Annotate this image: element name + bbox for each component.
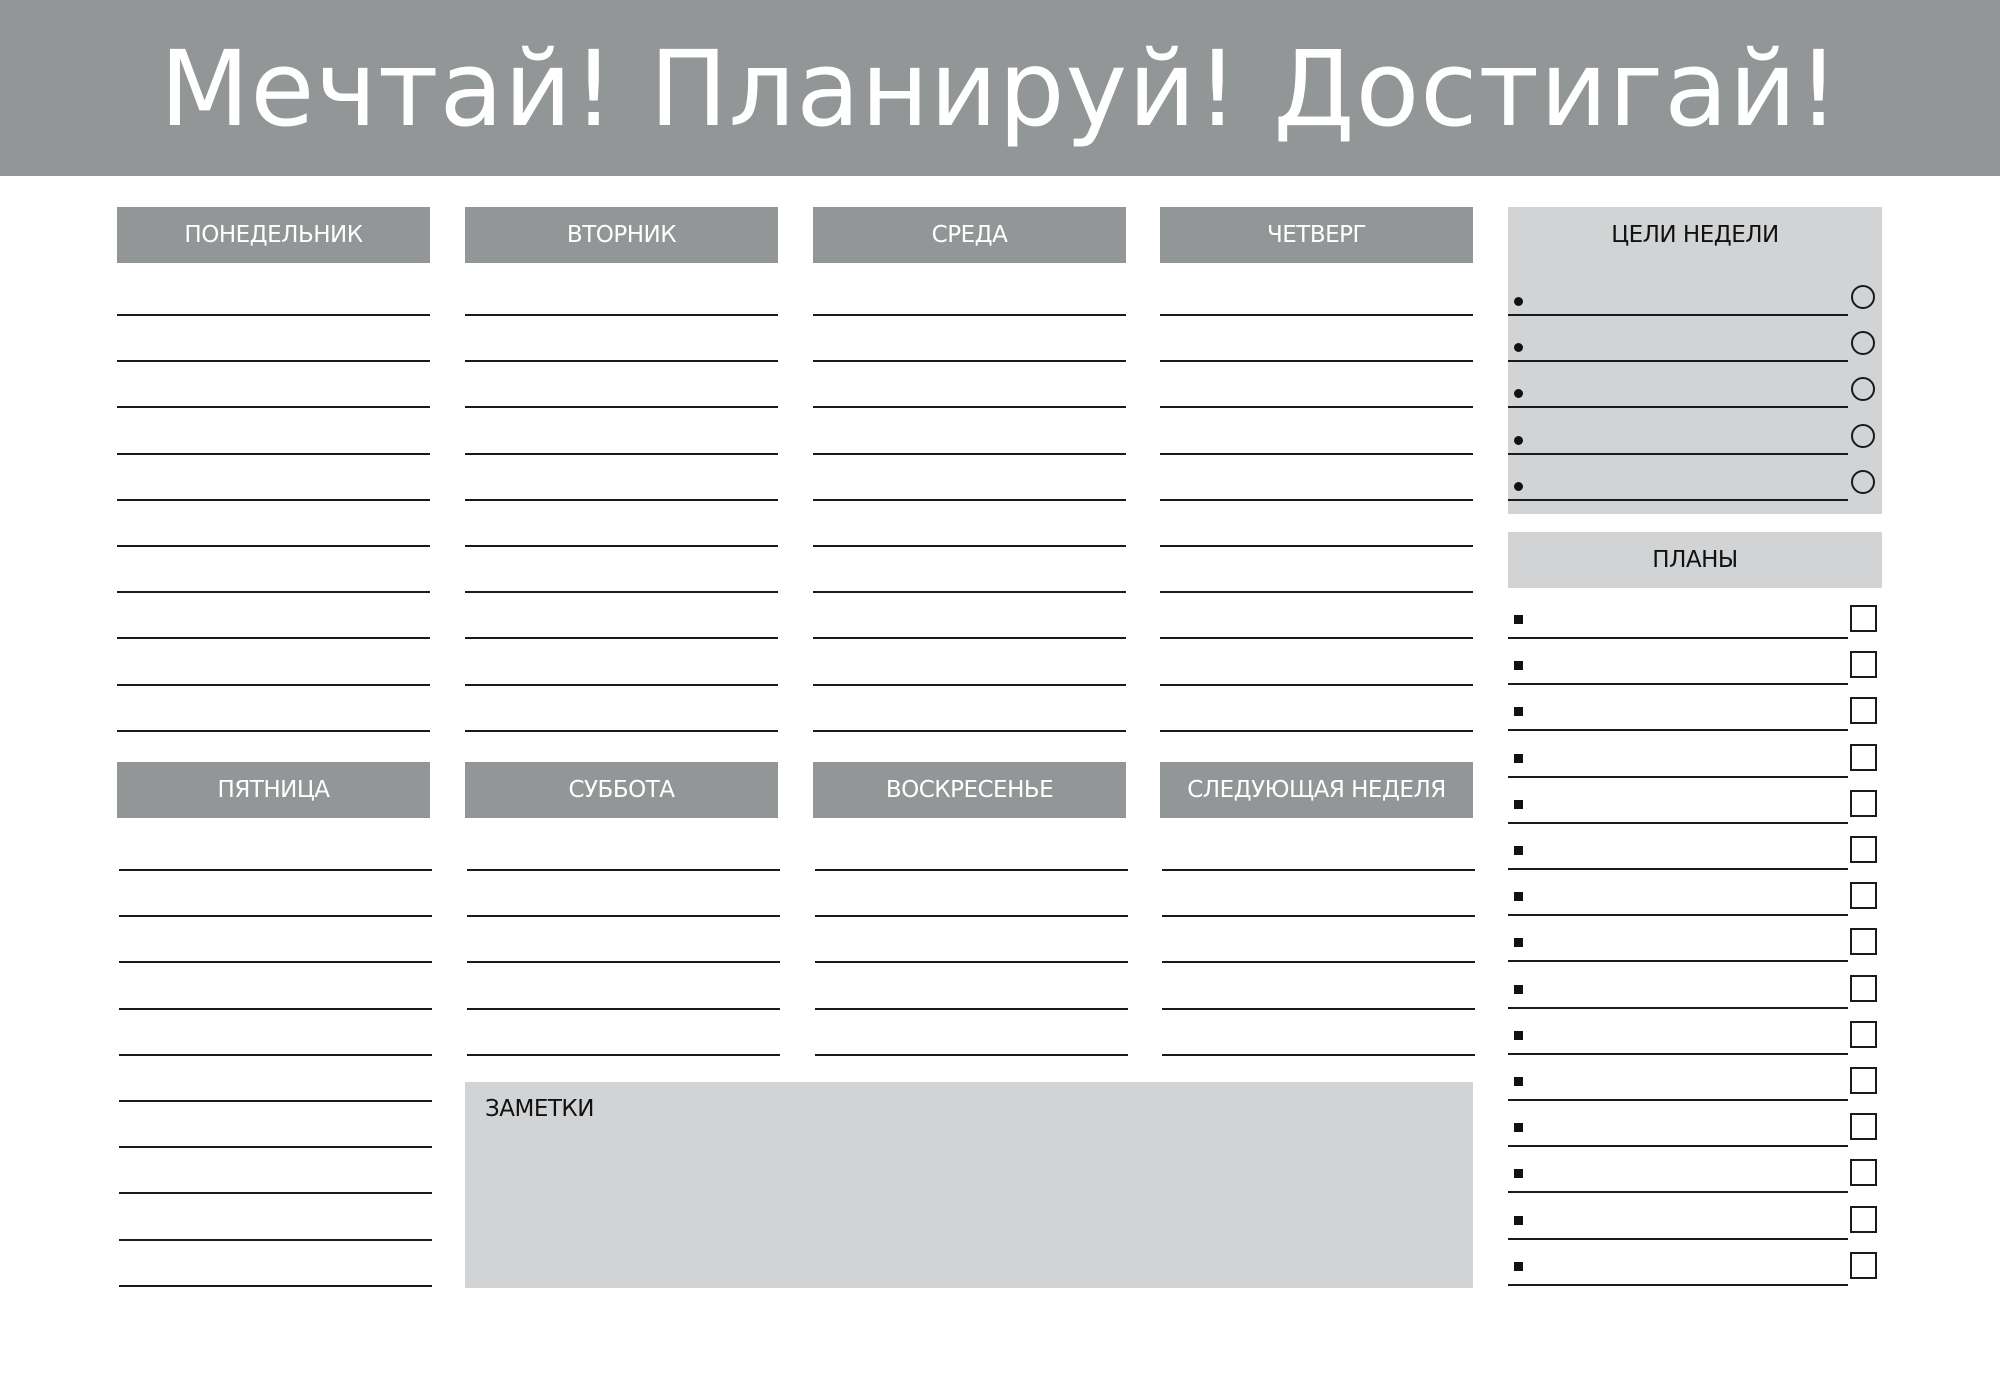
plan-bullet-icon [1514,661,1523,670]
writing-line[interactable] [465,591,778,593]
plan-line[interactable] [1508,914,1848,916]
sunday-header: ВОСКРЕСЕНЬЕ [813,762,1126,818]
page-title: Мечтай! Планируй! Достигай! [159,28,1841,150]
writing-line[interactable] [1160,637,1473,639]
writing-line[interactable] [117,591,430,593]
title-banner [0,0,2000,176]
goal-line[interactable] [1508,314,1848,316]
monday-header: ПОНЕДЕЛЬНИК [117,207,430,263]
writing-line[interactable] [1160,730,1473,732]
plan-line[interactable] [1508,637,1848,639]
thursday-header: ЧЕТВЕРГ [1160,207,1473,263]
plan-bullet-icon [1514,1216,1523,1225]
writing-line[interactable] [815,961,1128,963]
writing-line[interactable] [467,915,780,917]
plan-bullet-icon [1514,1169,1523,1178]
writing-line[interactable] [1160,406,1473,408]
plan-line[interactable] [1508,729,1848,731]
goal-line[interactable] [1508,453,1848,455]
writing-line[interactable] [815,869,1128,871]
writing-line[interactable] [1160,591,1473,593]
goal-line[interactable] [1508,406,1848,408]
plan-line[interactable] [1508,1007,1848,1009]
writing-line[interactable] [1162,915,1475,917]
plan-line[interactable] [1508,1238,1848,1240]
writing-line[interactable] [119,961,432,963]
writing-line[interactable] [465,453,778,455]
writing-line[interactable] [815,1008,1128,1010]
plan-bullet-icon [1514,892,1523,901]
writing-line[interactable] [1162,869,1475,871]
plan-line[interactable] [1508,1191,1848,1193]
writing-line[interactable] [117,684,430,686]
writing-line[interactable] [813,453,1126,455]
writing-line[interactable] [1162,961,1475,963]
writing-line[interactable] [813,730,1126,732]
writing-line[interactable] [813,360,1126,362]
plan-line[interactable] [1508,1053,1848,1055]
writing-line[interactable] [117,637,430,639]
plan-checkbox[interactable] [1850,1206,1877,1233]
writing-line[interactable] [467,869,780,871]
writing-line[interactable] [117,314,430,316]
plan-checkbox[interactable] [1850,790,1877,817]
goal-circle-icon[interactable] [1851,285,1875,309]
writing-line[interactable] [1162,1008,1475,1010]
plan-checkbox[interactable] [1850,1113,1877,1140]
writing-line[interactable] [465,730,778,732]
writing-line[interactable] [1160,499,1473,501]
next-week-header: СЛЕДУЮЩАЯ НЕДЕЛЯ [1160,762,1473,818]
writing-line[interactable] [815,1054,1128,1056]
writing-line[interactable] [465,637,778,639]
plan-checkbox[interactable] [1850,651,1877,678]
writing-line[interactable] [465,360,778,362]
notes-label: ЗАМЕТКИ [485,1096,594,1122]
plan-line[interactable] [1508,683,1848,685]
plan-checkbox[interactable] [1850,882,1877,909]
writing-line[interactable] [813,314,1126,316]
plan-checkbox[interactable] [1850,605,1877,632]
writing-line[interactable] [467,1054,780,1056]
writing-line[interactable] [117,453,430,455]
writing-line[interactable] [1160,684,1473,686]
writing-line[interactable] [465,499,778,501]
writing-line[interactable] [119,1239,432,1241]
plan-checkbox[interactable] [1850,975,1877,1002]
writing-line[interactable] [117,730,430,732]
writing-line[interactable] [813,637,1126,639]
plan-bullet-icon [1514,985,1523,994]
plan-line[interactable] [1508,868,1848,870]
plan-checkbox[interactable] [1850,1021,1877,1048]
plan-bullet-icon [1514,1031,1523,1040]
writing-line[interactable] [813,545,1126,547]
writing-line[interactable] [1162,1054,1475,1056]
plans-header: ПЛАНЫ [1508,532,1882,588]
writing-line[interactable] [467,1008,780,1010]
writing-line[interactable] [119,1285,432,1287]
plan-bullet-icon [1514,754,1523,763]
plan-checkbox[interactable] [1850,1067,1877,1094]
writing-line[interactable] [119,915,432,917]
plan-line[interactable] [1508,1284,1848,1286]
tuesday-header: ВТОРНИК [465,207,778,263]
writing-line[interactable] [813,406,1126,408]
plan-checkbox[interactable] [1850,744,1877,771]
writing-line[interactable] [815,915,1128,917]
plan-bullet-icon [1514,938,1523,947]
goal-bullet-icon [1514,297,1523,306]
writing-line[interactable] [813,591,1126,593]
writing-line[interactable] [119,1054,432,1056]
writing-line[interactable] [465,545,778,547]
weekly-goals-header: ЦЕЛИ НЕДЕЛИ [1611,222,1779,248]
friday-header: ПЯТНИЦА [117,762,430,818]
plan-checkbox[interactable] [1850,697,1877,724]
goal-circle-icon[interactable] [1851,424,1875,448]
goal-bullet-icon [1514,436,1523,445]
writing-line[interactable] [119,1146,432,1148]
plan-bullet-icon [1514,1262,1523,1271]
plan-bullet-icon [1514,846,1523,855]
plan-line[interactable] [1508,822,1848,824]
writing-line[interactable] [813,684,1126,686]
writing-line[interactable] [119,1008,432,1010]
writing-line[interactable] [1160,545,1473,547]
goal-circle-icon[interactable] [1851,331,1875,355]
plan-line[interactable] [1508,776,1848,778]
writing-line[interactable] [1160,360,1473,362]
plan-bullet-icon [1514,1123,1523,1132]
wednesday-header: СРЕДА [813,207,1126,263]
writing-line[interactable] [465,314,778,316]
writing-line[interactable] [465,406,778,408]
writing-line[interactable] [1160,314,1473,316]
plan-checkbox[interactable] [1850,1159,1877,1186]
goal-line[interactable] [1508,499,1848,501]
goal-line[interactable] [1508,360,1848,362]
writing-line[interactable] [117,360,430,362]
writing-line[interactable] [467,961,780,963]
plan-line[interactable] [1508,1145,1848,1147]
writing-line[interactable] [119,869,432,871]
saturday-header: СУББОТА [465,762,778,818]
plan-bullet-icon [1514,800,1523,809]
writing-line[interactable] [119,1192,432,1194]
writing-line[interactable] [117,499,430,501]
writing-line[interactable] [813,499,1126,501]
goal-circle-icon[interactable] [1851,470,1875,494]
plan-bullet-icon [1514,615,1523,624]
plan-line[interactable] [1508,960,1848,962]
writing-line[interactable] [117,406,430,408]
goal-bullet-icon [1514,482,1523,491]
plan-checkbox[interactable] [1850,1252,1877,1279]
plan-bullet-icon [1514,1077,1523,1086]
writing-line[interactable] [465,684,778,686]
plan-checkbox[interactable] [1850,928,1877,955]
plan-bullet-icon [1514,707,1523,716]
notes-panel[interactable] [465,1082,1473,1288]
plan-checkbox[interactable] [1850,836,1877,863]
writing-line[interactable] [1160,453,1473,455]
writing-line[interactable] [117,545,430,547]
writing-line[interactable] [119,1100,432,1102]
plan-line[interactable] [1508,1099,1848,1101]
